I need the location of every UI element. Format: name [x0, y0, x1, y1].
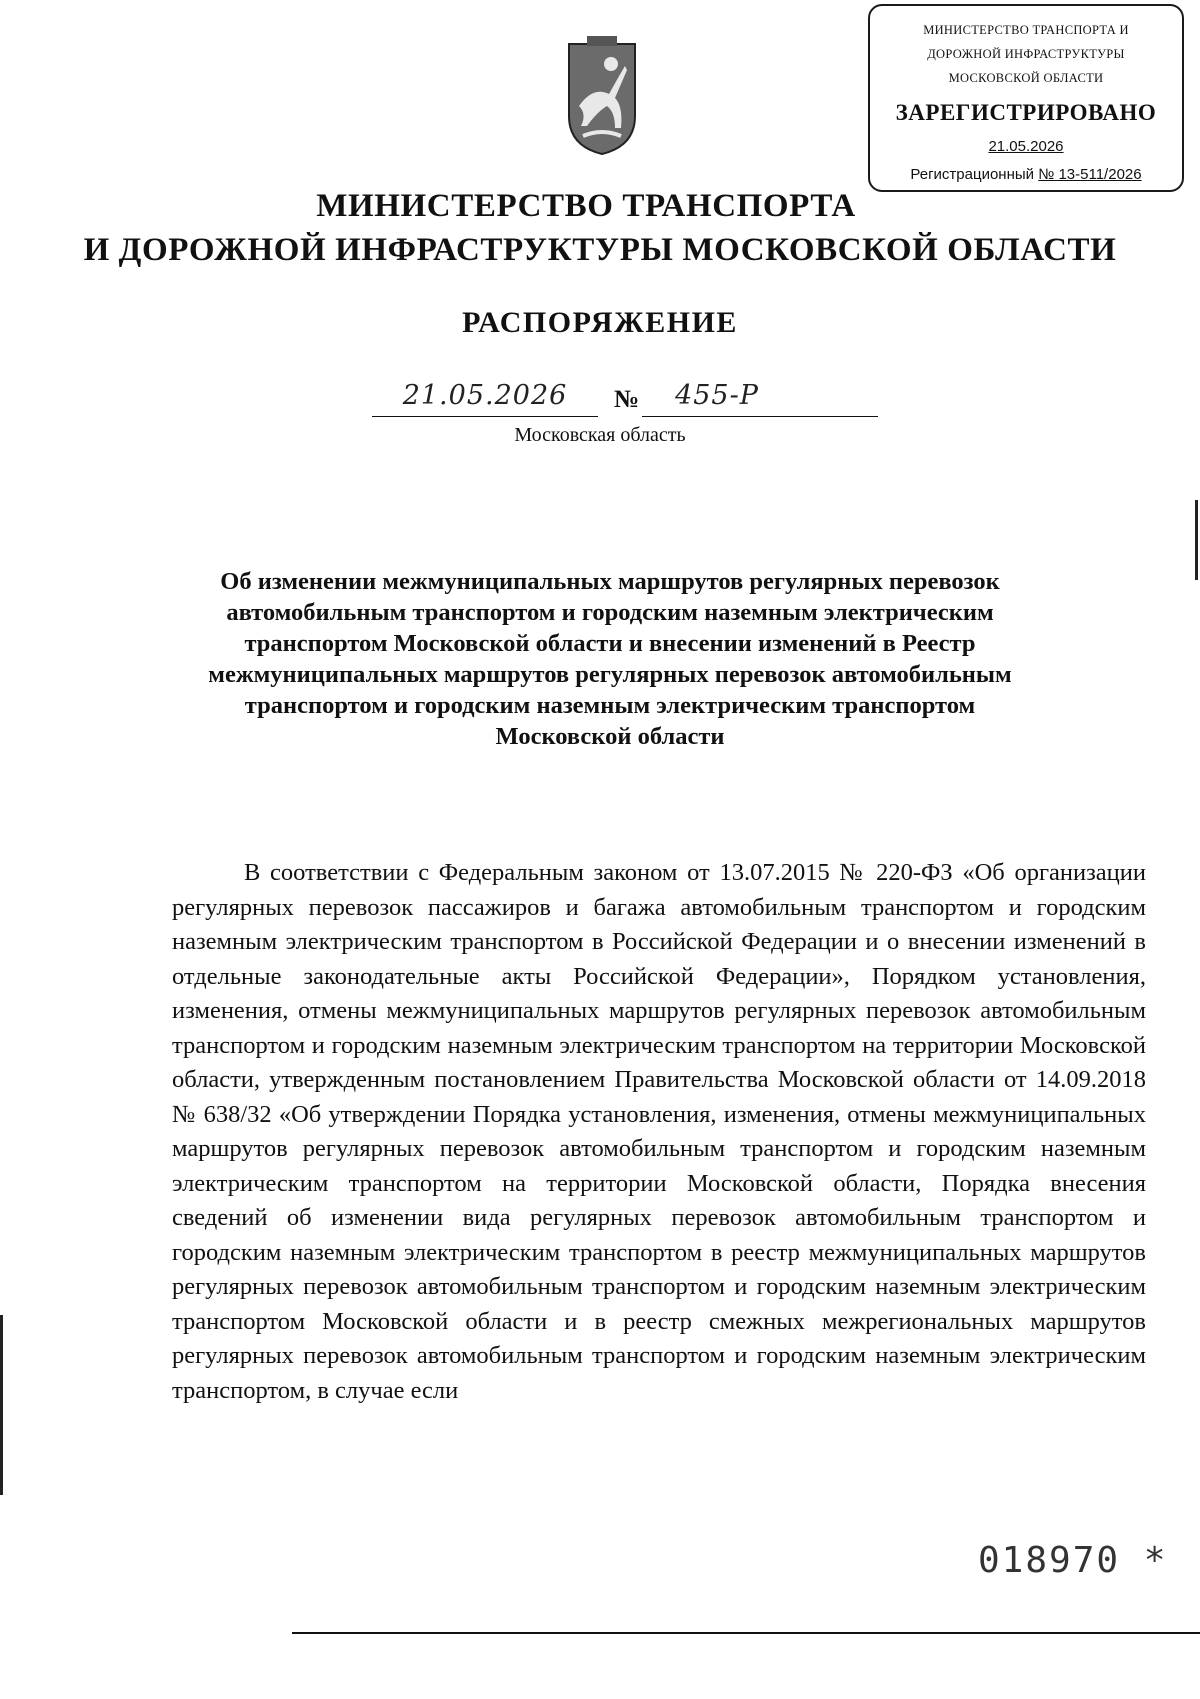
scan-edge-mark [0, 1315, 3, 1495]
stamp-registered-label: ЗАРЕГИСТРИРОВАНО [895, 100, 1157, 125]
ministry-name-line-1: МИНИСТЕРСТВО ТРАНСПОРТА [316, 188, 856, 224]
stamp-org-line-3: МОСКОВСКОЙ ОБЛАСТИ [948, 71, 1104, 85]
stamp-org-line-2: ДОРОЖНОЙ ИНФРАСТРУКТУРЫ [927, 47, 1125, 61]
scan-edge-mark [1195, 500, 1198, 580]
document-type-title: РАСПОРЯЖЕНИЕ [462, 306, 738, 339]
stamp-org-line-1: МИНИСТЕРСТВО ТРАНСПОРТА И [923, 23, 1129, 37]
document-subject: Об изменении межмуниципальных маршрутов регулярных перевозок автомобильным транспортом и городским наземным электрическим транспортом Московской области и внесении изменений в Реестр межмуниципальных маршрутов регулярных перевозок автомобильным транспортом и городским наземным электрическим транспортом Московской области [208, 568, 1012, 750]
order-number-sign: № [614, 386, 640, 413]
order-date-handwritten: 21.05.2026 [402, 380, 568, 411]
ministry-name-line-2: И ДОРОЖНОЙ ИНФРАСТРУКТУРЫ МОСКОВСКОЙ ОБЛАСТИ [83, 232, 1117, 268]
document-serial-code: 018970 * [978, 1540, 1168, 1581]
stamp-date: 21.05.2026 [988, 138, 1064, 155]
body-paragraph: В соответствии с Федеральным законом от 13.07.2015 № 220-ФЗ «Об организации регулярных перевозок пассажиров и багажа автомобильным транспортом и городским наземным электрическим транспортом в Российской Федерации и о внесении изменений в отдельные законодательные акты Российской Федерации», Порядком установления, изменения, отмены межмуниципальных маршрутов регулярных перевозок автомобильным транспортом и городским наземным электрическим транспортом на территории Московской области, утвержденным постановлением Правительства Московской области от 14.09.2018 № 638/32 «Об утверждении Порядка установления, изменения, отмены межмуниципальных маршрутов регулярных перевозок автомобильным транспортом и городским наземным электрическим транспортом на территории Московской области, Порядка внесения сведений об изменении вида регулярных перевозок автомобильным транспортом и городским наземным электрическим транспортом в реестр межмуниципальных маршрутов регулярных перевозок автомобильным транспортом и городским наземным электрическим транспортом Московской области и в реестр смежных межрегиональных маршрутов регулярных перевозок автомобильным транспортом и городским наземным электрическим транспортом, в случае если [172, 859, 1146, 1404]
order-place: Московская область [514, 424, 686, 446]
registration-stamp [868, 4, 1184, 192]
coat-of-arms-icon [565, 36, 639, 156]
stamp-reg-number: № 13-511/2026 [1038, 166, 1142, 183]
stamp-reg-prefix: Регистрационный [910, 166, 1035, 183]
order-number-handwritten: 455-Р [675, 380, 759, 411]
order-date-number-line [372, 382, 882, 418]
bottom-rule [292, 1632, 1200, 1634]
stamp-registration-number [870, 166, 1182, 183]
